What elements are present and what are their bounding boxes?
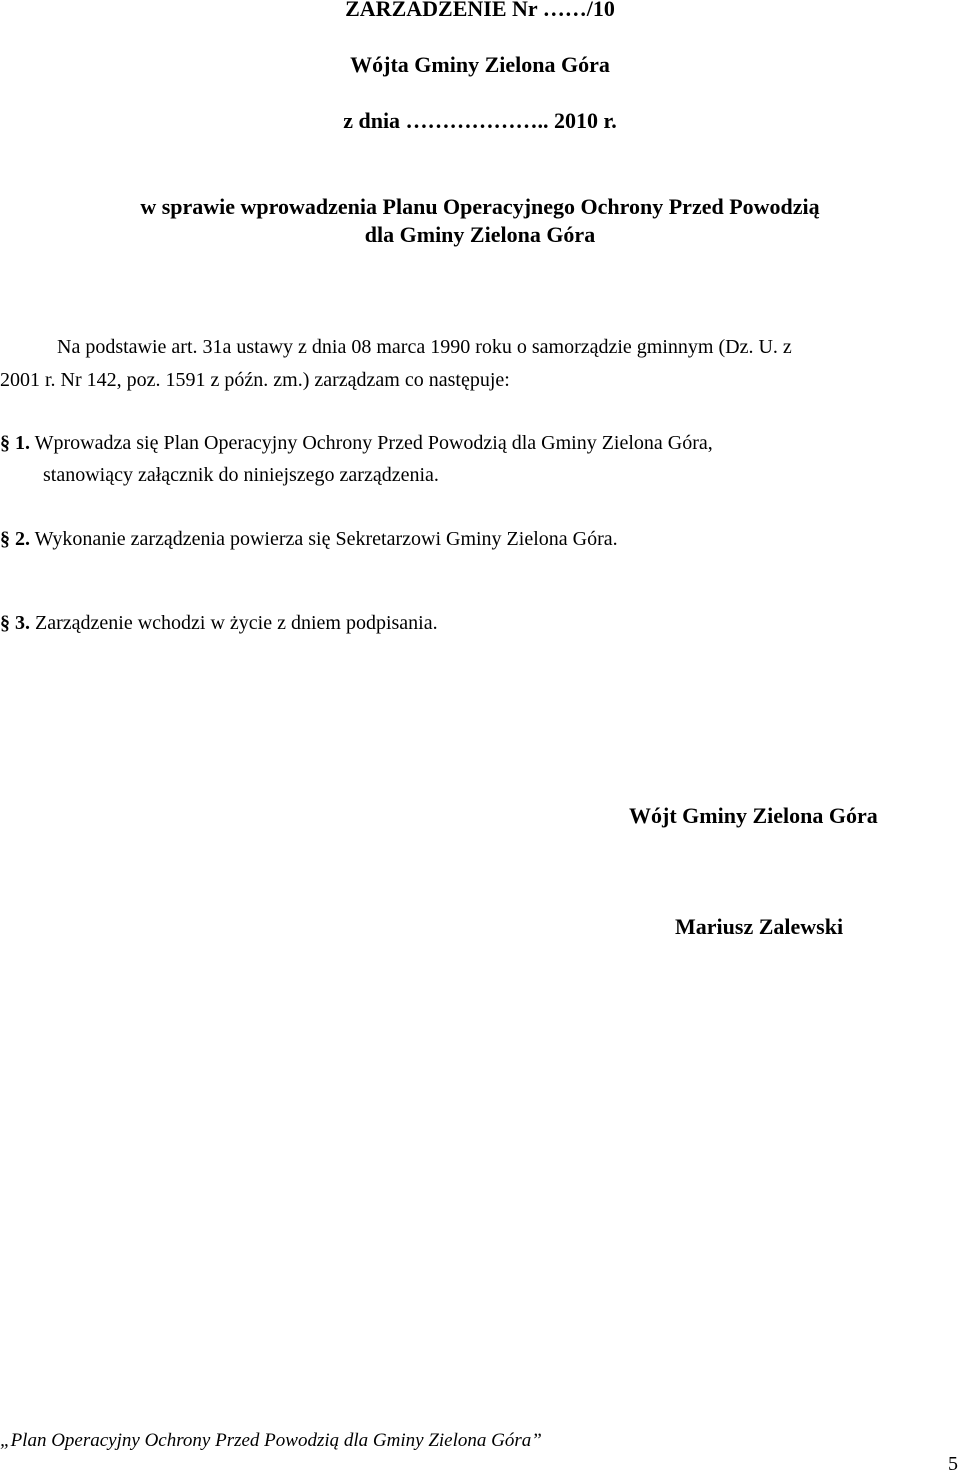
- document-date: z dnia ……………….. 2010 r.: [343, 108, 617, 133]
- section-1-text-line-2: stanowiący załącznik do niniejszego zarządzenia.: [43, 464, 439, 486]
- section-3-text: Zarządzenie wchodzi w życie z dniem podpisania.: [35, 612, 438, 634]
- signature-name: Mariusz Zalewski: [675, 914, 844, 939]
- section-2-text: Wykonanie zarządzenia powierza się Sekretarzowi Gminy Zielona Góra.: [34, 528, 618, 550]
- subject-line-1: w sprawie wprowadzenia Planu Operacyjnego Ochrony Przed Powodzią: [140, 194, 820, 219]
- document-issuer: Wójta Gminy Zielona Góra: [350, 52, 610, 77]
- section-1-symbol: § 1.: [0, 432, 30, 454]
- subject-line-2: dla Gminy Zielona Góra: [364, 222, 596, 247]
- preamble-line-1: Na podstawie art. 31a ustawy z dnia 08 marca 1990 roku o samorządzie gminnym (Dz. U. z: [57, 336, 792, 358]
- section-2-symbol: § 2.: [0, 528, 30, 550]
- page-number: 5: [948, 1453, 958, 1475]
- section-1: [0, 427, 713, 459]
- page-footer: „Plan Operacyjny Ochrony Przed Powodzią dla Gminy Zielona Góra”: [0, 1430, 542, 1451]
- signature-office: Wójt Gminy Zielona Góra: [629, 803, 878, 828]
- preamble-line-2: 2001 r. Nr 142, poz. 1591 z późn. zm.) zarządzam co następuje:: [0, 369, 510, 391]
- section-3: [0, 607, 438, 639]
- document-title: ZARZADZENIE Nr ……/10: [345, 0, 615, 21]
- section-2: [0, 523, 618, 555]
- section-3-symbol: § 3.: [0, 612, 30, 634]
- section-1-text-line-1: Wprowadza się Plan Operacyjny Ochrony Przed Powodzią dla Gminy Zielona Góra,: [34, 432, 713, 454]
